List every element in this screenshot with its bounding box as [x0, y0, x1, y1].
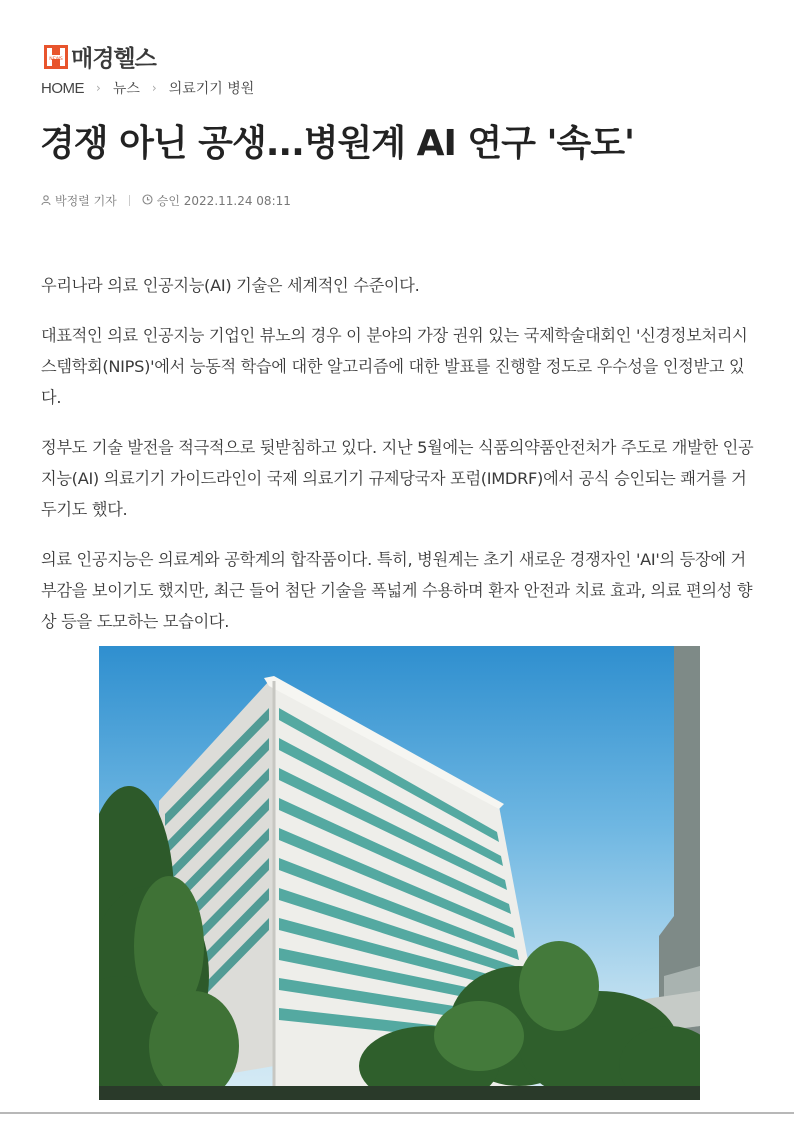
- meta-divider: [129, 195, 130, 206]
- breadcrumb-home[interactable]: HOME: [41, 79, 84, 97]
- breadcrumb-news[interactable]: 뉴스: [112, 81, 140, 97]
- article-body: [41, 270, 761, 656]
- article-meta: [41, 192, 291, 209]
- person-icon: [41, 194, 51, 208]
- article-title: 경쟁 아닌 공생...병원계 AI 연구 '속도': [40, 123, 635, 164]
- logo-name: 매경헬스: [71, 46, 156, 72]
- site-logo[interactable]: [44, 40, 156, 73]
- breadcrumb-category[interactable]: 의료기기 병원: [168, 81, 255, 97]
- page-edge-divider: [0, 1112, 794, 1114]
- article-paragraph: 대표적인 의료 인공지능 기업인 뷰노의 경우 이 분야의 가장 권위 있는 국제학술대회인 '신경정보처리시스템학회(NIPS)'에서 능동적 학습에 대한 알고리즘에 대한 발표를 진행할 정도로 우수성을 인정받고 있다.: [41, 326, 748, 407]
- article-paragraph: 우리나라 의료 인공지능(AI) 기술은 세계적인 수준이다.: [41, 276, 420, 295]
- article-photo: [99, 646, 700, 1100]
- breadcrumb: [41, 78, 254, 98]
- hospital-building-image: [99, 646, 700, 1100]
- publish-date: 승인 2022.11.24 08:11: [156, 194, 291, 208]
- article-paragraph: 정부도 기술 발전을 적극적으로 뒷받침하고 있다. 지난 5월에는 식품의약품안전처가 주도로 개발한 인공지능(AI) 의료기기 가이드라인이 국제 의료기기 규제당국자 포럼(IMDRF)에서 공식 승인되는 쾌거를 거두기도 했다.: [41, 438, 754, 519]
- chevron-right-icon: ›: [151, 81, 157, 95]
- chevron-right-icon: ›: [96, 81, 101, 95]
- article-paragraph: 의료 인공지능은 의료계와 공학계의 합작품이다. 특히, 병원계는 초기 새로운 경쟁자인 'AI'의 등장에 거부감을 보이기도 했지만, 최근 들어 첨단 기술을 폭넓게 수용하며 환자 안전과 치료 효과, 의료 편의성 향상 등을 도모하는 모습이다.: [41, 550, 753, 631]
- clock-icon: [142, 194, 153, 208]
- logo-badge-text: NEWS: [49, 56, 63, 62]
- author-name[interactable]: 박정렬 기자: [55, 194, 117, 208]
- logo-badge-icon: [44, 45, 68, 69]
